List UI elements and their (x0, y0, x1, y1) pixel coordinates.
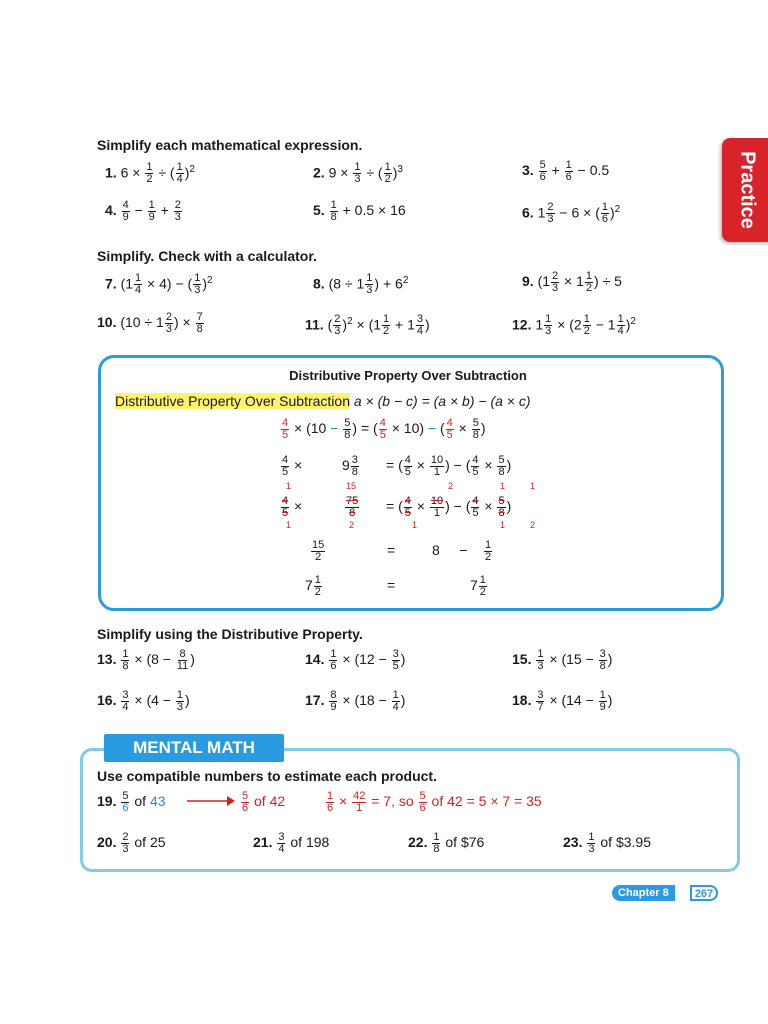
problem-4: 4. $\frac{4}{9}$ − $\frac{1}{9}$ + $\frac{2}{3}$ (105, 199, 181, 223)
example-step-5-eq: = (387, 577, 396, 593)
example-step-5: 7 $\frac{1}{2}$ (305, 574, 321, 598)
section-title-3: Simplify using the Distributive Property. (97, 626, 363, 642)
arrow-icon (187, 795, 235, 807)
example-step-1: $\frac{4}{5}$ × (10 − $\frac{5}{8}$ ) = ( $\frac{4}{5}$ × 10) − ( $\frac{4}{5}$ × $\frac{5}{8}$ ) (282, 417, 486, 441)
practice-label: Practice (736, 151, 759, 229)
problem-19: 19. $\frac{5}{6}$ of 43 (97, 790, 166, 814)
mental-math-label: MENTAL MATH (104, 734, 284, 762)
problem-10: 10. (10 ÷ 1 $\frac{2}{3}$ ) × $\frac{7}{8}$ (97, 311, 203, 335)
problem-23: 23. $\frac{1}{3}$ of $3.95 (563, 831, 651, 855)
problem-17: 17. $\frac{8}{9}$ × (18 − $\frac{1}{4}$ ) (305, 689, 406, 713)
problem-2: 2. 9 × $\frac{1}{3}$ ÷ ( $\frac{1}{2}$ )$^3$ (313, 161, 403, 186)
example-step-3: $\frac{4}{5}$ × (282, 495, 303, 519)
problem-15: 15. $\frac{1}{3}$ × (15 − $\frac{3}{8}$ ) (512, 648, 613, 672)
example-step-3-right: = ( $\frac{4}{5}$ × $\frac{10}{1}$ ) − ( $\frac{4}{5}$ × $\frac{5}{8}$ ) (386, 495, 512, 519)
example-step-2-right: = ( $\frac{4}{5}$ × $\frac{10}{1}$ ) − ( $\frac{4}{5}$ × $\frac{5}{8}$ ) (386, 454, 512, 478)
problem-3: 3. $\frac{5}{6}$ + $\frac{1}{6}$ − 0.5 (522, 159, 610, 183)
example-step-3-mid: $\frac{75}{8}$ (346, 495, 359, 519)
problem-18: 18. $\frac{3}{7}$ × (14 − $\frac{1}{9}$ ) (512, 689, 613, 713)
problem-12: 12. 1 $\frac{1}{3}$ × (2 $\frac{1}{2}$ − 1 $\frac{1}{4}$ )$^2$ (512, 313, 636, 338)
problem-1: 1. 6 × $\frac{1}{2}$ ÷ ( $\frac{1}{4}$ )$^2$ (105, 161, 195, 186)
box-title: Distributive Property Over Subtraction (289, 368, 527, 383)
example-step-2: $\frac{4}{5}$ × (282, 454, 303, 478)
page-number: 267 (690, 885, 718, 901)
problem-14: 14. $\frac{1}{6}$ × (12 − $\frac{3}{5}$ ) (305, 648, 406, 672)
example-step-4-right: 8 − $\frac{1}{2}$ (432, 539, 492, 563)
problem-6: 6. 1 $\frac{2}{3}$ − 6 × ( $\frac{1}{6}$ )$^2$ (522, 201, 621, 226)
rule-line (115, 391, 531, 411)
section-title-2: Simplify. Check with a calculator. (97, 248, 317, 264)
problem-21: 21. $\frac{3}{4}$ of 198 (253, 831, 330, 855)
problem-9: 9. (1 $\frac{2}{3}$ × 1 $\frac{1}{2}$ ) ÷ 5 (522, 270, 622, 294)
section-title-1: Simplify each mathematical expression. (97, 137, 363, 153)
problem-16: 16. $\frac{3}{4}$ × (4 − $\frac{1}{3}$ ) (97, 689, 190, 713)
rule-label: Distributive Property Over Subtraction (115, 393, 350, 409)
problem-8: 8. (8 ÷ 1 $\frac{1}{3}$ ) + $6^2$ (313, 272, 409, 297)
practice-tab (722, 138, 768, 242)
problem-22: 22. $\frac{1}{8}$ of $76 (408, 831, 485, 855)
problem-19-estimate: $\frac{5}{6}$ of 42 (242, 790, 286, 814)
problem-7: 7. (1 $\frac{1}{4}$ × 4) − ( $\frac{1}{3}$ )$^2$ (105, 272, 213, 297)
problem-11: 11. ( $\frac{2}{3}$ )$^2$ × (1 $\frac{1}{2}$ + 1 $\frac{3}{4}$ ) (305, 313, 430, 338)
chapter-label: Chapter 8 (612, 885, 675, 901)
problem-19-work: $\frac{1}{6}$ × $\frac{42}{1}$ = 7, so $\frac{5}{6}$ of 42 = 5 × 7 = 35 (327, 790, 542, 814)
example-step-4-eq: = (387, 542, 396, 558)
problem-20: 20. $\frac{2}{3}$ of 25 (97, 831, 166, 855)
example-step-5-right: 7 $\frac{1}{2}$ (470, 574, 486, 598)
mental-math-instruction: Use compatible numbers to estimate each product. (97, 768, 437, 784)
problem-5: 5. $\frac{1}{8}$ + 0.5 × 16 (313, 199, 406, 223)
example-step-4: $\frac{15}{2}$ (312, 539, 325, 563)
example-step-2-mixed: 9 $\frac{3}{8}$ (342, 454, 358, 478)
rule-formula: a × (b − c) = (a × b) − (a × c) (353, 393, 531, 409)
problem-13: 13. $\frac{1}{8}$ × (8 − $\frac{8}{11}$ ) (97, 648, 195, 672)
